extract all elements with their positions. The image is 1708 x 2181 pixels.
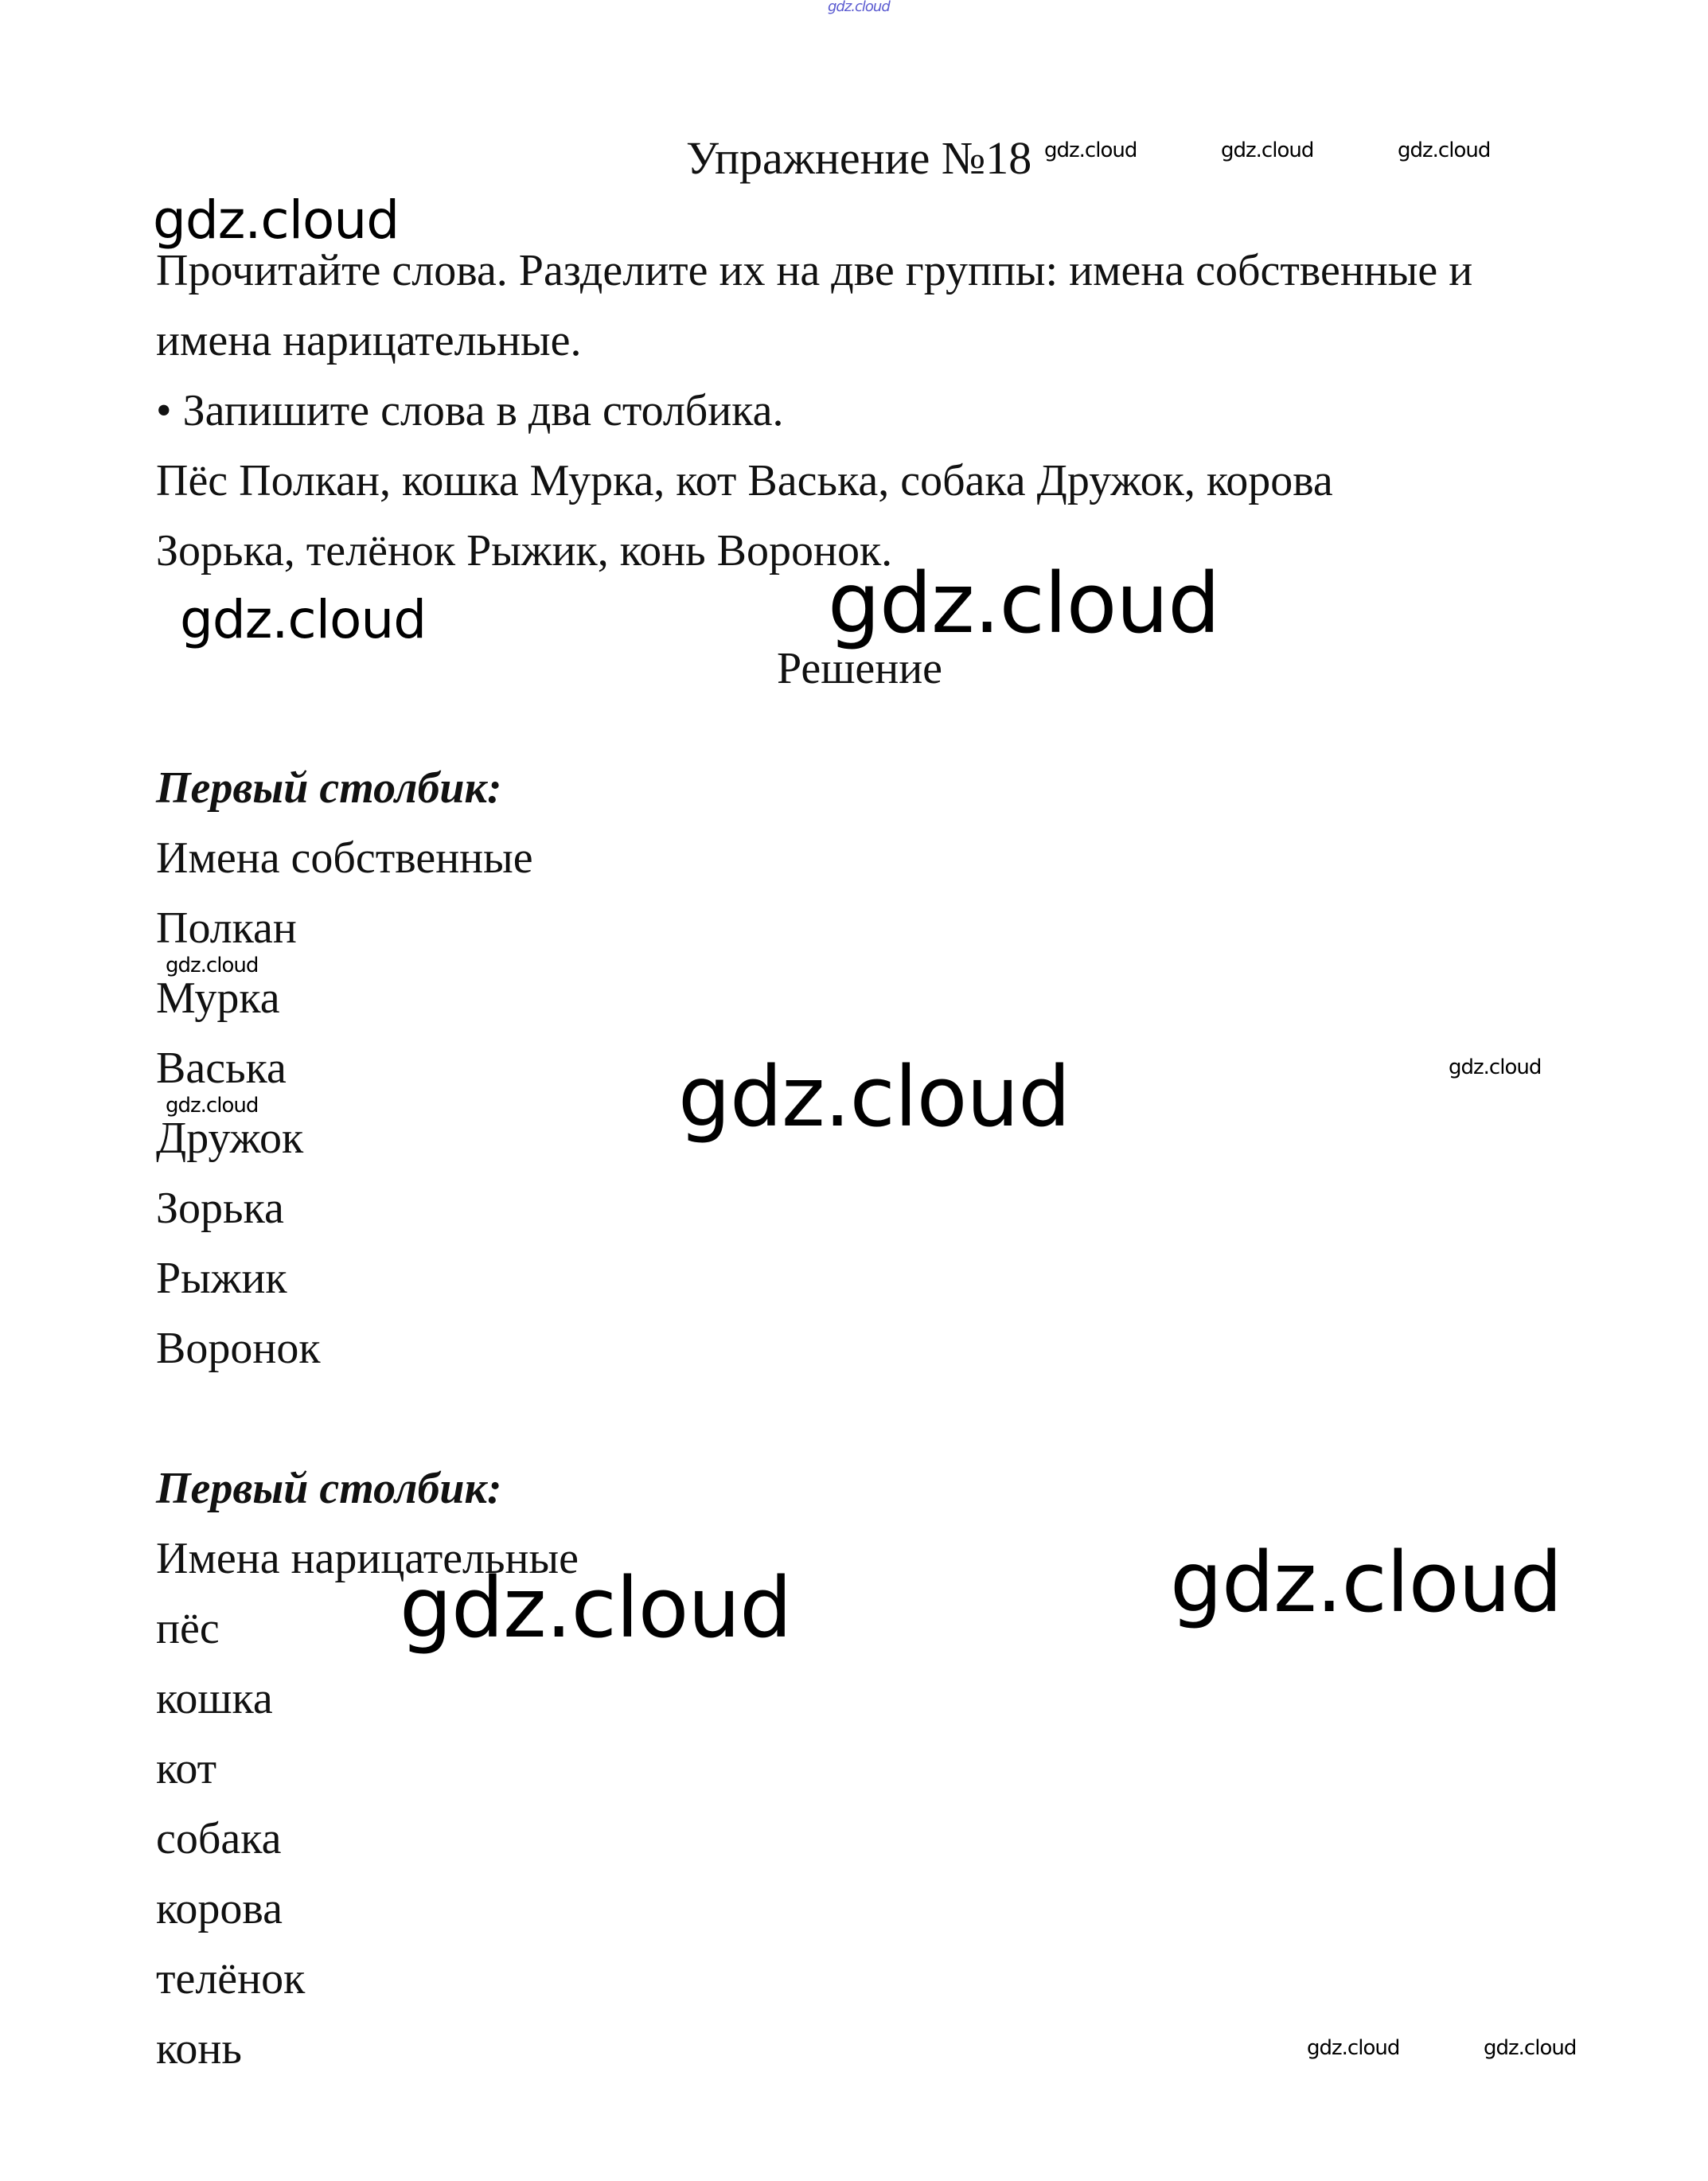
list-item: Полкан — [156, 903, 297, 953]
solution-label: Решение — [777, 644, 943, 693]
list-item: Рыжик — [156, 1254, 287, 1303]
exercise-title: Упражнение №18 — [686, 132, 1032, 184]
watermark: gdz.cloud — [1221, 139, 1314, 162]
task-line: Прочитайте слова. Разделите их на две группы: имена собственные и — [156, 246, 1473, 295]
watermark-top: gdz.cloud — [828, 0, 890, 15]
column-title: Имена собственные — [156, 833, 533, 883]
column-title: Имена нарицательные — [156, 1534, 579, 1583]
list-item: корова — [156, 1884, 283, 1933]
task-line: • Запишите слова в два столбика. — [156, 386, 784, 435]
list-item: кот — [156, 1744, 217, 1793]
list-item: Дружок — [156, 1114, 304, 1163]
watermark: gdz.cloud — [400, 1559, 792, 1656]
watermark: gdz.cloud — [1307, 2036, 1400, 2060]
column-heading: Первый столбик: — [156, 763, 502, 813]
watermark: gdz.cloud — [828, 555, 1220, 652]
list-item: кошка — [156, 1674, 273, 1723]
watermark: gdz.cloud — [1044, 139, 1137, 162]
watermark: gdz.cloud — [1398, 139, 1491, 162]
list-item: Зорька — [156, 1184, 284, 1233]
watermark: gdz.cloud — [1170, 1534, 1562, 1631]
task-line: Пёс Полкан, кошка Мурка, кот Васька, собака Дружок, корова — [156, 456, 1333, 505]
watermark: gdz.cloud — [180, 589, 427, 650]
list-item: собака — [156, 1814, 282, 1863]
task-line: Зорька, телёнок Рыжик, конь Воронок. — [156, 526, 893, 575]
list-item: Васька — [156, 1044, 287, 1093]
watermark: gdz.cloud — [166, 954, 259, 977]
watermark: gdz.cloud — [678, 1048, 1070, 1145]
watermark: gdz.cloud — [1484, 2036, 1577, 2060]
list-item: Мурка — [156, 973, 280, 1023]
list-item: пёс — [156, 1604, 220, 1653]
watermark: gdz.cloud — [166, 1094, 259, 1118]
list-item: Воронок — [156, 1324, 321, 1373]
watermark: gdz.cloud — [1449, 1055, 1542, 1079]
column-heading: Первый столбик: — [156, 1464, 502, 1513]
list-item: телёнок — [156, 1954, 306, 2003]
watermark: gdz.cloud — [153, 189, 400, 251]
list-item: конь — [156, 2024, 242, 2074]
task-line: имена нарицательные. — [156, 316, 582, 365]
